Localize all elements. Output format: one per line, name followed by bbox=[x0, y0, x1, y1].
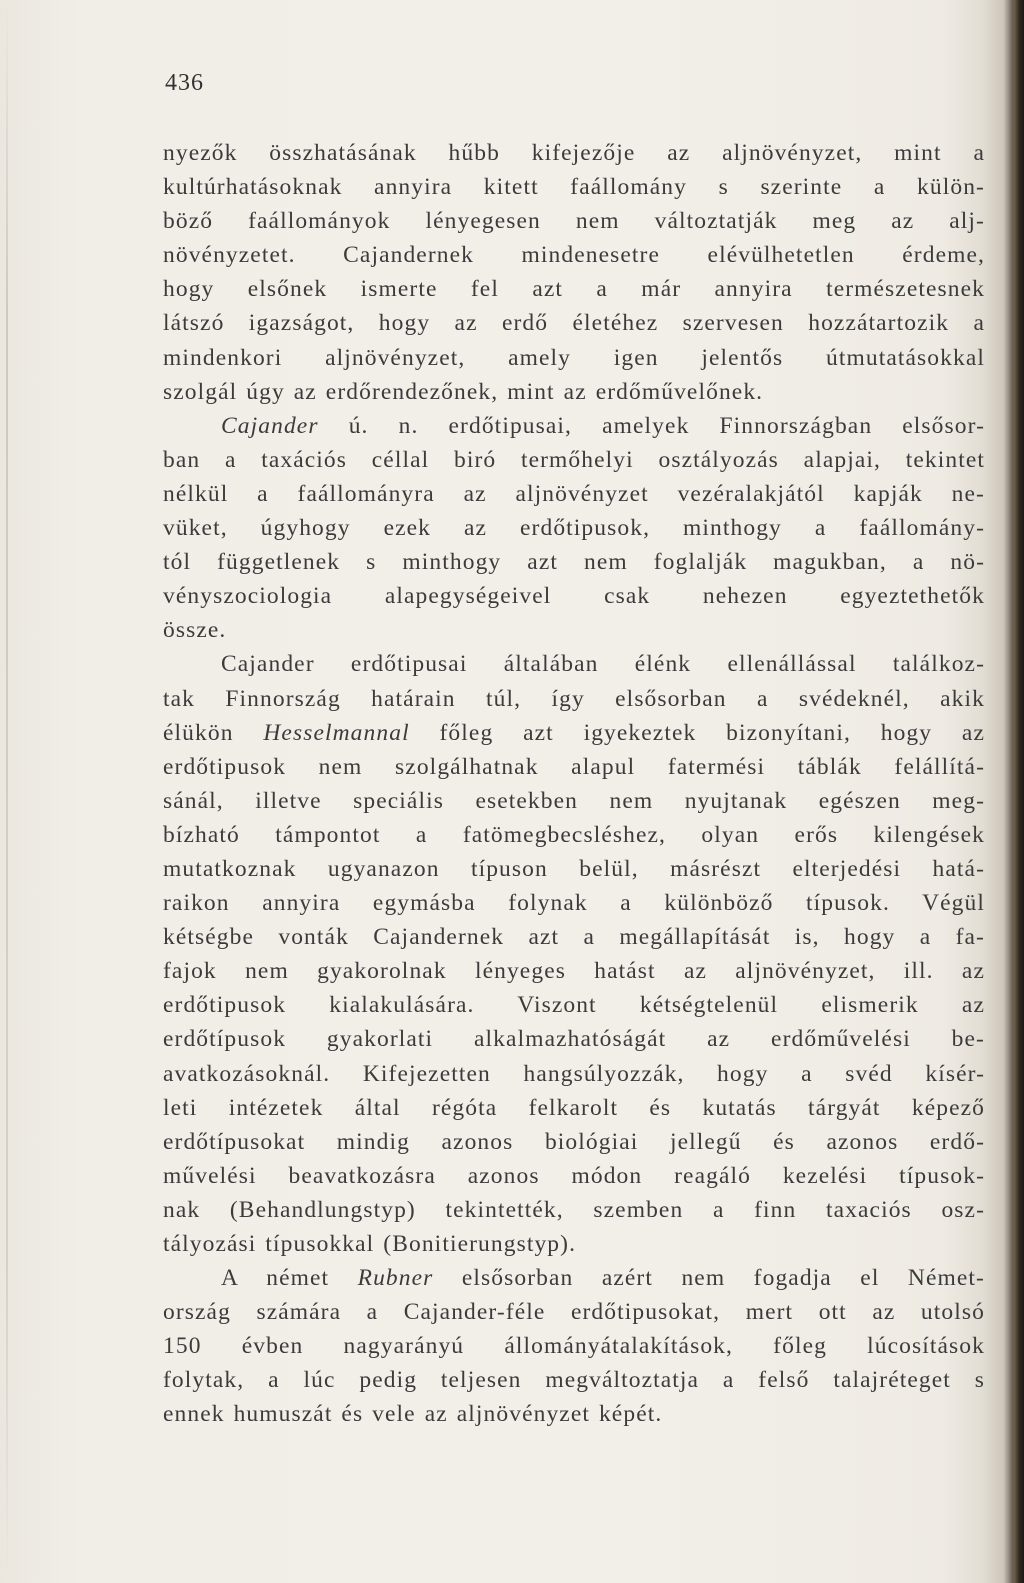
line-text: kultúrhatásoknak annyira kitett faállomány s szerinte a külön- bbox=[163, 174, 985, 201]
text-line bbox=[163, 477, 985, 511]
line-text: sánál, illetve speciális esetekben nem nyujtanak egészen meg- bbox=[163, 787, 985, 814]
text-line bbox=[163, 238, 985, 272]
line-text: Cajander erdőtipusai általában élénk ellenállással találkoz- bbox=[221, 651, 985, 678]
line-text: tól függetlenek s minthogy azt nem foglalják magukban, a nö- bbox=[163, 549, 985, 576]
line-text: elsősorban azért nem fogadja el Német- bbox=[433, 1265, 985, 1292]
line-text: ban a taxációs céllal biró termőhelyi osztályozás alapjai, tekintet bbox=[163, 446, 985, 473]
line-text: kétségbe vonták Cajandernek azt a megállapítását is, hogy a fa- bbox=[163, 924, 985, 951]
text-line bbox=[163, 818, 985, 852]
line-text: tak Finnország határain túl, így elsősorban a svédeknél, akik bbox=[163, 685, 985, 712]
line-text: fajok nem gyakorolnak lényeges hatást az aljnövényzet, ill. az bbox=[163, 958, 985, 985]
book-binding-edge bbox=[1010, 0, 1024, 1583]
text-line bbox=[163, 409, 985, 443]
line-text: szolgál úgy az erdőrendezőnek, mint az erdőművelőnek. bbox=[163, 378, 764, 405]
line-text: nak (Behandlungstyp) tekintették, szemben a finn taxaciós osz- bbox=[163, 1196, 985, 1223]
line-text: vényszociologia alapegységeivel csak nehezen egyeztethetők bbox=[163, 583, 985, 610]
text-line bbox=[163, 341, 985, 375]
body-text bbox=[163, 136, 985, 1432]
text-line bbox=[163, 1193, 985, 1227]
line-text: művelési beavatkozásra azonos módon reagáló kezelési típusok- bbox=[163, 1162, 985, 1189]
page-left-edge bbox=[6, 0, 8, 1583]
line-text: leti intézetek által régóta felkarolt és kutatás tárgyát képező bbox=[163, 1094, 985, 1121]
text-line bbox=[163, 716, 985, 750]
line-text: növényzetet. Cajandernek mindenesetre elévülhetetlen érdeme, bbox=[163, 242, 985, 269]
line-text: látszó igazságot, hogy az erdő életéhez szervesen hozzátartozik a bbox=[163, 310, 985, 337]
text-line bbox=[163, 852, 985, 886]
line-text: erdőtipusok kialakulására. Viszont kétségtelenül elismerik az bbox=[163, 992, 985, 1019]
text-line bbox=[163, 375, 985, 409]
line-text: raikon annyira egymásba folynak a különböző típusok. Végül bbox=[163, 890, 985, 917]
line-text: össze. bbox=[163, 617, 227, 644]
text-line bbox=[163, 204, 985, 238]
text-line bbox=[163, 750, 985, 784]
line-text: folytak, a lúc pedig teljesen megváltoztatja a felső talajréteget s bbox=[163, 1367, 985, 1394]
line-prefix: A német bbox=[221, 1265, 358, 1292]
text-line bbox=[163, 1057, 985, 1091]
text-line bbox=[163, 579, 985, 613]
italic-name: Rubner bbox=[357, 1265, 434, 1292]
line-text: erdőtípusok gyakorlati alkalmazhatóságát az erdőművelési be- bbox=[163, 1026, 985, 1053]
text-line bbox=[163, 1363, 985, 1397]
text-line bbox=[163, 886, 985, 920]
line-text: ú. n. erdőtipusai, amelyek Finnországban elsősor- bbox=[318, 412, 985, 439]
italic-name: Hesselmannal bbox=[263, 719, 410, 746]
line-text: tályozási típusokkal (Bonitierungstyp). bbox=[163, 1231, 577, 1257]
line-text: főleg azt igyekeztek bizonyítani, hogy az bbox=[409, 719, 985, 746]
line-text: bízható támpontot a fatömegbecsléshez, olyan erős kilengések bbox=[163, 821, 985, 848]
text-line bbox=[163, 1125, 985, 1159]
text-line bbox=[163, 920, 985, 954]
line-text: nélkül a faállományra az aljnövényzet vezéralakjától kapják ne- bbox=[163, 480, 985, 507]
line-text: mindenkori aljnövényzet, amely igen jelentős útmutatásokkal bbox=[163, 344, 985, 371]
line-text: avatkozásoknál. Kifejezetten hangsúlyozzák, hogy a svéd kísér- bbox=[163, 1060, 985, 1087]
text-line bbox=[163, 1022, 985, 1056]
text-line bbox=[163, 784, 985, 818]
text-line bbox=[163, 1159, 985, 1193]
text-line bbox=[163, 443, 985, 477]
text-line bbox=[163, 272, 985, 306]
line-text: nyezők összhatásának hűbb kifejezője az aljnövényzet, mint a bbox=[163, 140, 985, 166]
text-line bbox=[163, 170, 985, 204]
line-text: vüket, úgyhogy ezek az erdőtipusok, minthogy a faállomány- bbox=[163, 515, 985, 542]
line-text: böző faállományok lényegesen nem változtatják meg az alj- bbox=[163, 208, 985, 235]
text-line bbox=[163, 1227, 985, 1261]
text-line bbox=[163, 1261, 985, 1295]
text-line bbox=[163, 988, 985, 1022]
line-text: ország számára a Cajander-féle erdőtipusokat, mert ott az utolsó bbox=[163, 1299, 985, 1326]
text-line bbox=[163, 1329, 985, 1363]
line-text: mutatkoznak ugyanazon típuson belül, másrészt elterjedési hatá- bbox=[163, 855, 985, 882]
line-text: 150 évben nagyarányú állományátalakítások, főleg lúcosítások bbox=[163, 1333, 985, 1360]
text-line bbox=[163, 954, 985, 988]
line-text: erdőtipusok nem szolgálhatnak alapul fatermési táblák felállítá- bbox=[163, 753, 985, 780]
text-line bbox=[163, 511, 985, 545]
text-line bbox=[163, 647, 985, 681]
line-text: hogy elsőnek ismerte fel azt a már annyira természetesnek bbox=[163, 276, 985, 303]
line-text: ennek humuszát és vele az aljnövényzet képét. bbox=[163, 1401, 663, 1428]
text-line bbox=[163, 306, 985, 340]
line-prefix: élükön bbox=[163, 719, 264, 746]
text-line bbox=[163, 1397, 985, 1431]
text-line bbox=[163, 136, 985, 170]
text-line bbox=[163, 1091, 985, 1125]
page-number: 436 bbox=[165, 70, 204, 96]
text-line bbox=[163, 682, 985, 716]
text-line bbox=[163, 1295, 985, 1329]
text-line bbox=[163, 545, 985, 579]
text-line bbox=[163, 613, 985, 647]
italic-name: Cajander bbox=[221, 412, 319, 439]
line-text: erdőtípusokat mindig azonos biológiai jellegű és azonos erdő- bbox=[163, 1128, 985, 1155]
